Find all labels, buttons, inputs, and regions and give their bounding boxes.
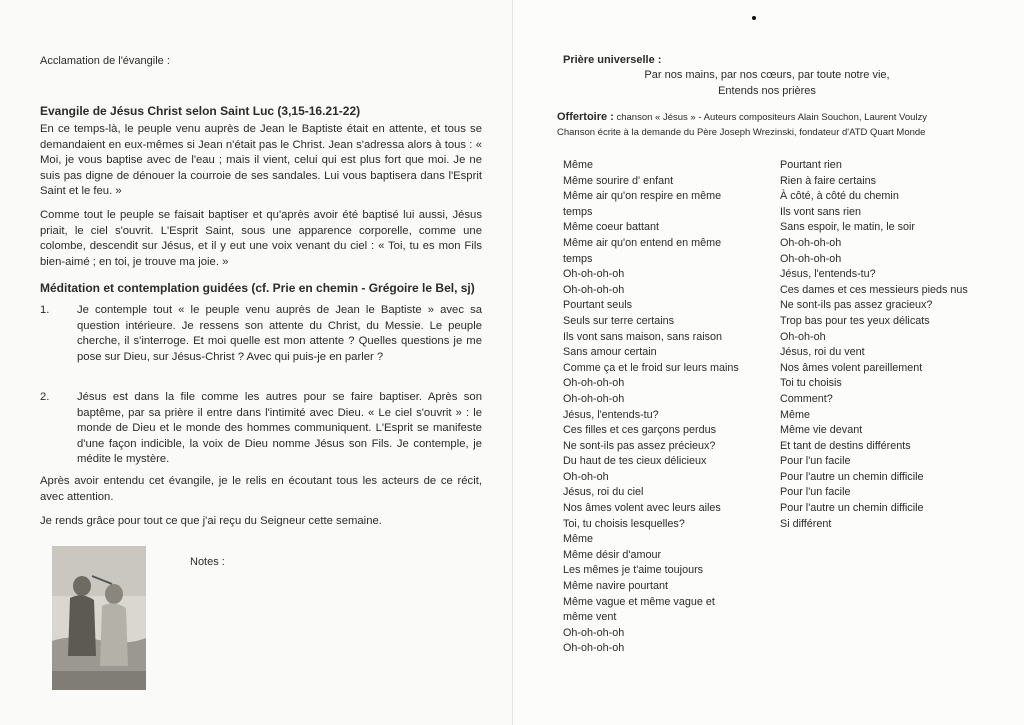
lyric-line: temps	[563, 205, 593, 218]
lyric-line: À côté, à côté du chemin	[780, 190, 899, 203]
lyric-line: Même	[563, 533, 593, 546]
item-text: Jésus est dans la file comme les autres pour se faire baptiser. Après son baptême, par sa prière il entre dans l'intimité avec Dieu. « Le ciel s'ouvrit » : le monde de Dieu et le monde des hommes communiquent. L'Esprit se manifeste d'une façon indicible, la voix de Dieu nomme Jésus son Fils. Je contemple, je médite le mystère.	[77, 391, 482, 466]
lyric-line: Seuls sur terre certains	[563, 314, 675, 327]
lyric-line: Trop bas pour tes yeux délicats	[780, 314, 930, 327]
lyric-line: Du haut de tes cieux délicieux	[563, 455, 707, 468]
closing-paragraph-2: Je rends grâce pour tout ce que j'ai reçu du Seigneur cette semaine.	[40, 515, 382, 527]
priere-line-2: Entends nos prières	[718, 85, 816, 97]
lyric-line: Ces dames et ces messieurs pieds nus	[780, 283, 968, 296]
lyric-line: Sans espoir, le matin, le soir	[780, 221, 916, 234]
lyric-line: Nos âmes volent pareillement	[780, 361, 923, 374]
lyric-line: Oh-oh-oh-oh	[563, 626, 625, 639]
lyric-line: Même navire pourtant	[563, 580, 669, 593]
lyric-line: Pourtant seuls	[563, 299, 633, 312]
lyrics-column-2	[780, 158, 980, 532]
item-number: 1.	[40, 304, 50, 316]
ink-dot	[752, 16, 756, 20]
gospel-paragraph-2: Comme tout le peuple se faisait baptiser et qu'après avoir été baptisé lui aussi, Jésus priait, le ciel s'ouvrit. L'Esprit Saint, sous une apparence corporelle, comme une colombe, descendit sur Jésus, et il y eut une voix venant du ciel : « Toi, tu es mon Fils bien-aimé ; en toi, je trouve ma joie. »	[40, 209, 482, 268]
lyric-line: Même coeur battant	[563, 221, 660, 234]
notes-label: Notes :	[190, 556, 225, 568]
lyric-line: Jésus, l'entends-tu?	[780, 268, 876, 281]
lyrics-column-1	[563, 158, 758, 657]
offertoire-block	[557, 110, 927, 140]
lyric-line: Sans amour certain	[563, 346, 657, 359]
lyric-line: Rien à faire certains	[780, 174, 877, 187]
lyric-line: Même vague et même vague et	[563, 595, 715, 608]
lyric-line: même vent	[563, 611, 617, 624]
lyric-line: Ils vont sans rien	[780, 205, 862, 218]
lyric-line: Ne sont-ils pas assez précieux?	[563, 439, 716, 452]
priere-line-1: Par nos mains, par nos cœurs, par toute notre vie,	[644, 69, 890, 81]
lyric-line: Oh-oh-oh-oh	[780, 252, 842, 265]
lyric-line: Et tant de destins différents	[780, 439, 911, 452]
lyric-line: Les mêmes je t'aime toujours	[563, 564, 704, 577]
lyric-line: Toi, tu choisis lesquelles?	[563, 517, 685, 530]
lyric-line: Jésus, roi du vent	[780, 346, 865, 359]
lyric-line: Pour l'un facile	[780, 455, 851, 468]
lyric-line: Oh-oh-oh-oh	[563, 377, 625, 390]
lyric-line: Même air qu'on respire en même	[563, 190, 722, 203]
offertoire-note: Chanson écrite à la demande du Père Joseph Wrezinski, fondateur d'ATD Quart Monde	[557, 127, 926, 138]
item-text: Je contemple tout « le peuple venu auprès de Jean le Baptiste » avec sa question intérieure. Je ressens son attente du Christ, du Messie. Le peuple cherche, il s'interroge. Et moi quelle est mon attente ? Quelles questions je me pose sur Dieu, sur Jésus-Christ ? Avec qui puis-je en parler ?	[77, 304, 482, 363]
lyric-line: Oh-oh-oh-oh	[563, 642, 625, 655]
lyric-line: Toi tu choisis	[780, 377, 842, 390]
lyric-line: Oh-oh-oh-oh	[563, 268, 625, 281]
baptism-illustration	[52, 546, 146, 690]
lyric-line: Jésus, l'entends-tu?	[563, 408, 659, 421]
lyric-line: Oh-oh-oh-oh	[780, 236, 842, 249]
lyric-line: Ils vont sans maison, sans raison	[563, 330, 723, 343]
lyric-line: Même	[780, 408, 810, 421]
lyric-line: Pourtant rien	[780, 159, 842, 171]
lyric-line: Même vie devant	[780, 424, 863, 437]
lyric-line: Ne sont-ils pas assez gracieux?	[780, 299, 933, 312]
meditation-title: Méditation et contemplation guidées (cf. Prie en chemin - Grégoire le Bel, sj)	[40, 281, 475, 295]
lyric-line: temps	[563, 252, 593, 265]
lyric-line: Oh-oh-oh-oh	[563, 392, 625, 405]
lyric-line: Oh-oh-oh	[780, 330, 826, 343]
lyric-line: Pour l'un facile	[780, 486, 851, 499]
lyric-line: Comme ça et le froid sur leurs mains	[563, 361, 739, 374]
lyric-line: Nos âmes volent avec leurs ailes	[563, 502, 721, 515]
lyric-line: Comment?	[780, 392, 833, 405]
lyric-line: Oh-oh-oh-oh	[563, 283, 625, 296]
lyric-line: Pour l'autre un chemin difficile	[780, 502, 924, 515]
lyric-line: Si différent	[780, 517, 832, 530]
closing-paragraph-1: Après avoir entendu cet évangile, je le relis en écoutant tous les acteurs de ce récit, avec attention.	[40, 475, 482, 503]
gospel-paragraph-1: En ce temps-là, le peuple venu auprès de Jean le Baptiste était en attente, et tous se demandaient en eux-mêmes si Jean n'était pas le Christ. Jean s'adressa alors à tous : « Moi, je vous baptise avec de l'eau ; mais il vient, celui qui est plus fort que moi. Je ne suis pas digne de dénouer la courroie de ses sandales. Lui vous baptisera dans l'Esprit Saint et le feu. »	[40, 123, 482, 198]
priere-title: Prière universelle :	[563, 54, 662, 66]
lyric-line: Ces filles et ces garçons perdus	[563, 424, 717, 437]
offertoire-text: chanson « Jésus » - Auteurs compositeurs Alain Souchon, Laurent Voulzy	[613, 112, 928, 123]
gospel-title: Evangile de Jésus Christ selon Saint Luc (3,15-16.21-22)	[40, 104, 361, 118]
acclamation-label: Acclamation de l'évangile :	[40, 55, 170, 67]
lyric-line: Même désir d'amour	[563, 548, 662, 561]
offertoire-label: Offertoire :	[557, 111, 614, 123]
lyric-line: Même	[563, 159, 593, 171]
lyric-line: Même sourire d' enfant	[563, 174, 674, 187]
lyric-line: Pour l'autre un chemin difficile	[780, 470, 924, 483]
lyric-line: Même air qu'on entend en même	[563, 236, 722, 249]
item-number: 2.	[40, 391, 50, 403]
lyric-line: Jésus, roi du ciel	[563, 486, 644, 499]
lyric-line: Oh-oh-oh	[563, 470, 609, 483]
